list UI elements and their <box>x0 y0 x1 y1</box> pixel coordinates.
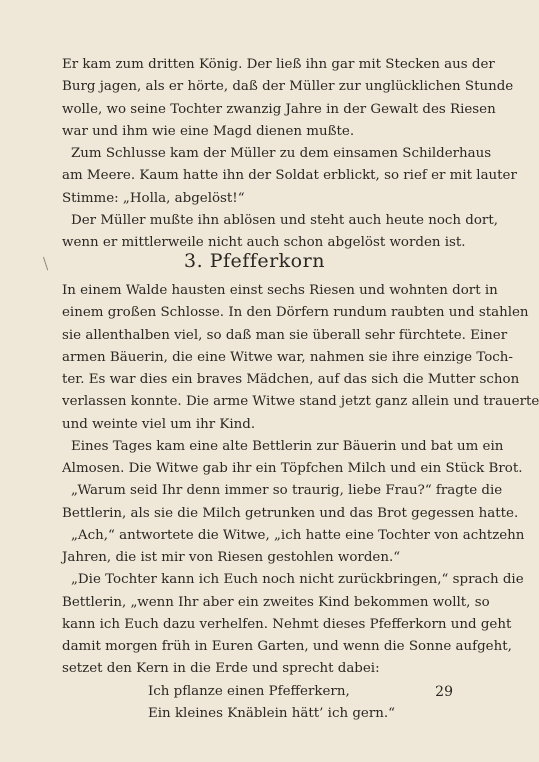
text-line: einem großen Schlosse. In den Dörfern rundum raubten und stahlen <box>62 305 529 321</box>
text-line: „Warum seid Ihr denn immer so traurig, liebe Frau?“ fragte die <box>71 483 503 499</box>
text-line: Burg jagen, als er hörte, daß der Müller zur unglücklichen Stunde <box>62 79 514 95</box>
text-line: Almosen. Die Witwe gab ihr ein Töpfchen Milch und ein Stück Brot. <box>62 461 523 476</box>
text-line: „Ach,“ antwortete die Witwe, „ich hatte eine Tochter von achtzehn <box>71 527 525 543</box>
verse-line: Ein kleines Knäblein hätt’ ich gern.“ <box>148 705 395 721</box>
chapter-heading: 3. Pfefferkorn <box>184 250 325 272</box>
text-line: am Meere. Kaum hatte ihn der Soldat erblickt, so rief er mit lauter <box>62 168 517 184</box>
previous-story-ending <box>62 54 517 254</box>
text-line: sie allenthalben viel, so daß man sie überall sehr fürchtete. Einer <box>62 327 508 343</box>
text-line: Bettlerin, „wenn Ihr aber ein zweites Kind bekommen wollt, so <box>62 594 490 610</box>
text-line: wenn er mittlerweile nicht auch schon abgelöst worden ist. <box>62 235 466 250</box>
text-line: und weinte viel um ihr Kind. <box>62 416 256 432</box>
text-line: „Die Tochter kann ich Euch noch nicht zurückbringen,“ sprach die <box>71 572 524 588</box>
text-line: wolle, wo seine Tochter zwanzig Jahre in der Gewalt des Riesen <box>62 101 496 117</box>
text-line: Jahren, die ist mir von Riesen gestohlen worden.“ <box>62 550 401 565</box>
text-line: setzet den Kern in die Erde und sprecht dabei: <box>62 661 380 677</box>
text-line: Er kam zum dritten König. Der ließ ihn gar mit Stecken aus der <box>62 57 495 72</box>
text-line: Stimme: „Holla, abgelöst!“ <box>62 190 245 206</box>
text-line: Eines Tages kam eine alte Bettlerin zur Bäuerin und bat um ein <box>71 438 504 454</box>
text-line: Der Müller mußte ihn ablösen und steht auch heute noch dort, <box>71 212 498 228</box>
text-line: verlassen konnte. Die arme Witwe stand jetzt ganz allein und trauerte <box>62 394 539 410</box>
text-line: ter. Es war dies ein braves Mädchen, auf das sich die Mutter schon <box>62 372 520 387</box>
text-line: Zum Schlusse kam der Müller zu dem einsamen Schilderhaus <box>71 146 492 161</box>
text-line: damit morgen früh in Euren Garten, und wenn die Sonne aufgeht, <box>62 639 512 654</box>
page-number: 29 <box>435 684 453 700</box>
text-line: Bettlerin, als sie die Milch getrunken und das Brot gegessen hatte. <box>62 505 519 521</box>
margin-mark <box>43 256 52 271</box>
verse-line: Ich pflanze einen Pfefferkern, <box>148 683 350 699</box>
story-text <box>62 280 539 725</box>
text-line: kann ich Euch dazu verhelfen. Nehmt dieses Pfefferkorn und geht <box>62 616 512 632</box>
text-line: In einem Walde hausten einst sechs Riesen und wohnten dort in <box>62 283 498 298</box>
text-line: armen Bäuerin, die eine Witwe war, nahmen sie ihre einzige Toch- <box>62 349 513 365</box>
text-line: war und ihm wie eine Magd dienen mußte. <box>62 123 355 139</box>
